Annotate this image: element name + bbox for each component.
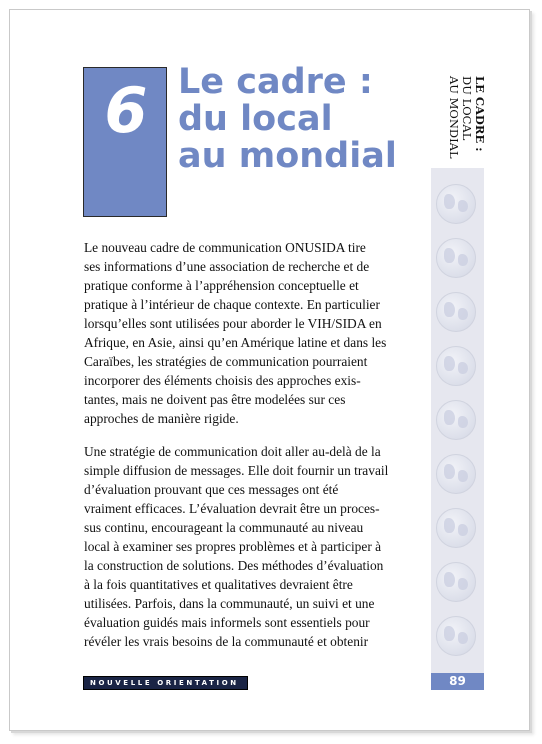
text-line: simple diffusion de messages. Elle doit fournir un travail xyxy=(84,463,389,478)
side-running-title xyxy=(428,76,486,172)
globe-icon xyxy=(436,562,476,602)
chapter-title-line: au mondial xyxy=(178,136,397,176)
text-line: incorporer des éléments choisis des approches exis- xyxy=(84,373,361,388)
text-line: Caraïbes, les stratégies de communication pourraient xyxy=(84,354,368,369)
globe-icon xyxy=(436,238,476,278)
text-line: pratique conforme à l’appréhension conceptuelle et xyxy=(84,278,359,293)
globe-icon xyxy=(436,508,476,548)
text-line: utilisées. Parfois, dans la communauté, un suivi et une xyxy=(84,596,375,611)
chapter-title-line: Le cadre : xyxy=(178,62,373,102)
paragraph xyxy=(84,238,421,428)
text-line: tantes, mais ne doivent pas être modelées sur ces xyxy=(84,392,346,407)
text-line: pratique à l’intérieur de chaque contexte. En particulier xyxy=(84,297,380,312)
text-line: Afrique, en Asie, ainsi qu’en Amérique latine et dans les xyxy=(84,335,387,350)
footer-section-label: NOUVELLE ORIENTATION xyxy=(83,676,248,690)
text-line: Le nouveau cadre de communication ONUSIDA tire xyxy=(84,240,366,255)
chapter-number-box xyxy=(83,67,167,217)
text-line: la construction de solutions. Des méthodes d’évaluation xyxy=(84,558,384,573)
side-band xyxy=(431,168,484,673)
chapter-title-line: du local xyxy=(178,99,333,139)
globe-icon xyxy=(436,346,476,386)
text-line: évaluation guidés mais informels sont essentiels pour xyxy=(84,615,370,630)
globe-icon xyxy=(436,454,476,494)
text-line: Une stratégie de communication doit aller au-delà de la xyxy=(84,444,381,459)
side-title-line: AU MONDIAL xyxy=(447,76,461,159)
chapter-title xyxy=(178,64,418,175)
chapter-number: 6 xyxy=(104,74,148,147)
side-title-line: DU LOCAL xyxy=(460,76,474,141)
paragraph xyxy=(84,442,421,651)
text-line: d’évaluation prouvant que ces messages ont été xyxy=(84,482,339,497)
text-line: ses informations d’une association de recherche et de xyxy=(84,259,370,274)
text-line: à la fois quantitatives et qualitatives devraient être xyxy=(84,577,353,592)
globe-icon xyxy=(436,292,476,332)
globe-icon xyxy=(436,184,476,224)
text-line: local à examiner ses propres problèmes et à participer à xyxy=(84,539,382,554)
body-text xyxy=(84,238,421,665)
text-line: révéler les vrais besoins de la communauté et obtenir xyxy=(84,634,369,649)
globe-icon xyxy=(436,400,476,440)
globe-icon xyxy=(436,616,476,656)
page-number: 89 xyxy=(431,673,484,690)
text-line: sus continu, encourageant la communauté au niveau xyxy=(84,520,364,535)
text-line: approches de manière rigide. xyxy=(84,411,239,426)
side-title-line: LE CADRE : xyxy=(473,76,487,152)
text-line: vraiment efficaces. L’évaluation devrait être un proces- xyxy=(84,501,380,516)
text-line: lorsqu’elles sont utilisées pour aborder le VIH/SIDA en xyxy=(84,316,382,331)
